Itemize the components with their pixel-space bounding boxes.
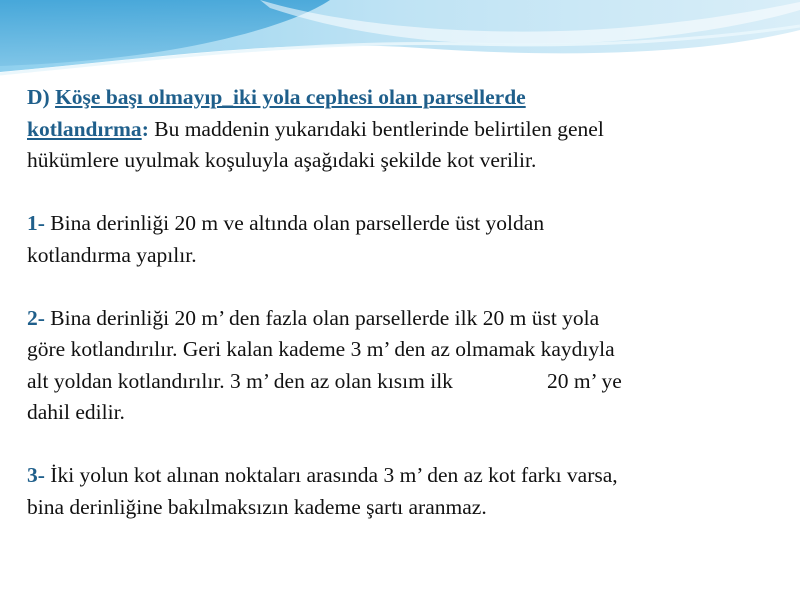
spacer — [27, 177, 777, 209]
section-heading-part-2: kotlandırma — [27, 116, 142, 141]
item-3-marker: 3- — [27, 463, 45, 487]
spacer — [27, 429, 777, 461]
item-2-marker: 2- — [27, 305, 45, 330]
slide-body — [27, 82, 777, 523]
item-2-line-4: dahil edilir. — [27, 400, 125, 424]
section-letter: D) — [27, 85, 50, 109]
heading-colon: : — [141, 116, 149, 141]
section-heading-part-1: Köşe başı olmayıp_iki yola cephesi olan parsellerde — [55, 85, 526, 109]
item-1-marker: 1- — [27, 211, 45, 235]
item-2-text-3b: 20 m’ ye — [546, 368, 622, 393]
spacer — [27, 271, 777, 303]
item-1 — [27, 208, 777, 271]
item-2 — [27, 303, 777, 429]
header-wave-decoration — [0, 0, 800, 95]
item-2-text-3a: alt yoldan kotlandırılır. 3 m’ den az olan kısım ilk — [27, 368, 453, 393]
item-1-line-2: kotlandırma yapılır. — [27, 242, 197, 267]
intro-line-1: Bu maddenin yukarıdaki bentlerinde belirtilen genel — [148, 116, 604, 141]
section-d — [27, 82, 777, 177]
item-2-line-2: göre kotlandırılır. Geri kalan kademe 3 m’ den az olmamak kaydıyla — [27, 337, 615, 361]
item-3 — [27, 460, 777, 523]
heading-line-2 — [27, 114, 777, 146]
item-3-text-1: İki yolun kot alınan noktaları arasında 3 m’ den az kot farkı varsa, — [44, 463, 618, 487]
heading-line-1 — [27, 82, 777, 114]
item-2-line-3 — [27, 366, 777, 398]
item-2-line-1 — [27, 303, 777, 335]
item-3-line-2: bina derinliğine bakılmaksızın kademe şartı aranmaz. — [27, 494, 487, 519]
intro-line-2: hükümlere uyulmak koşuluyla aşağıdaki şekilde kot verilir. — [27, 148, 537, 172]
item-3-line-1 — [27, 460, 777, 492]
item-1-text-1: Bina derinliği 20 m ve altında olan parsellerde üst yoldan — [44, 211, 545, 235]
item-2-text-1: Bina derinliği 20 m’ den fazla olan parsellerde ilk 20 m üst yola — [44, 305, 600, 330]
item-1-line-1 — [27, 208, 777, 240]
